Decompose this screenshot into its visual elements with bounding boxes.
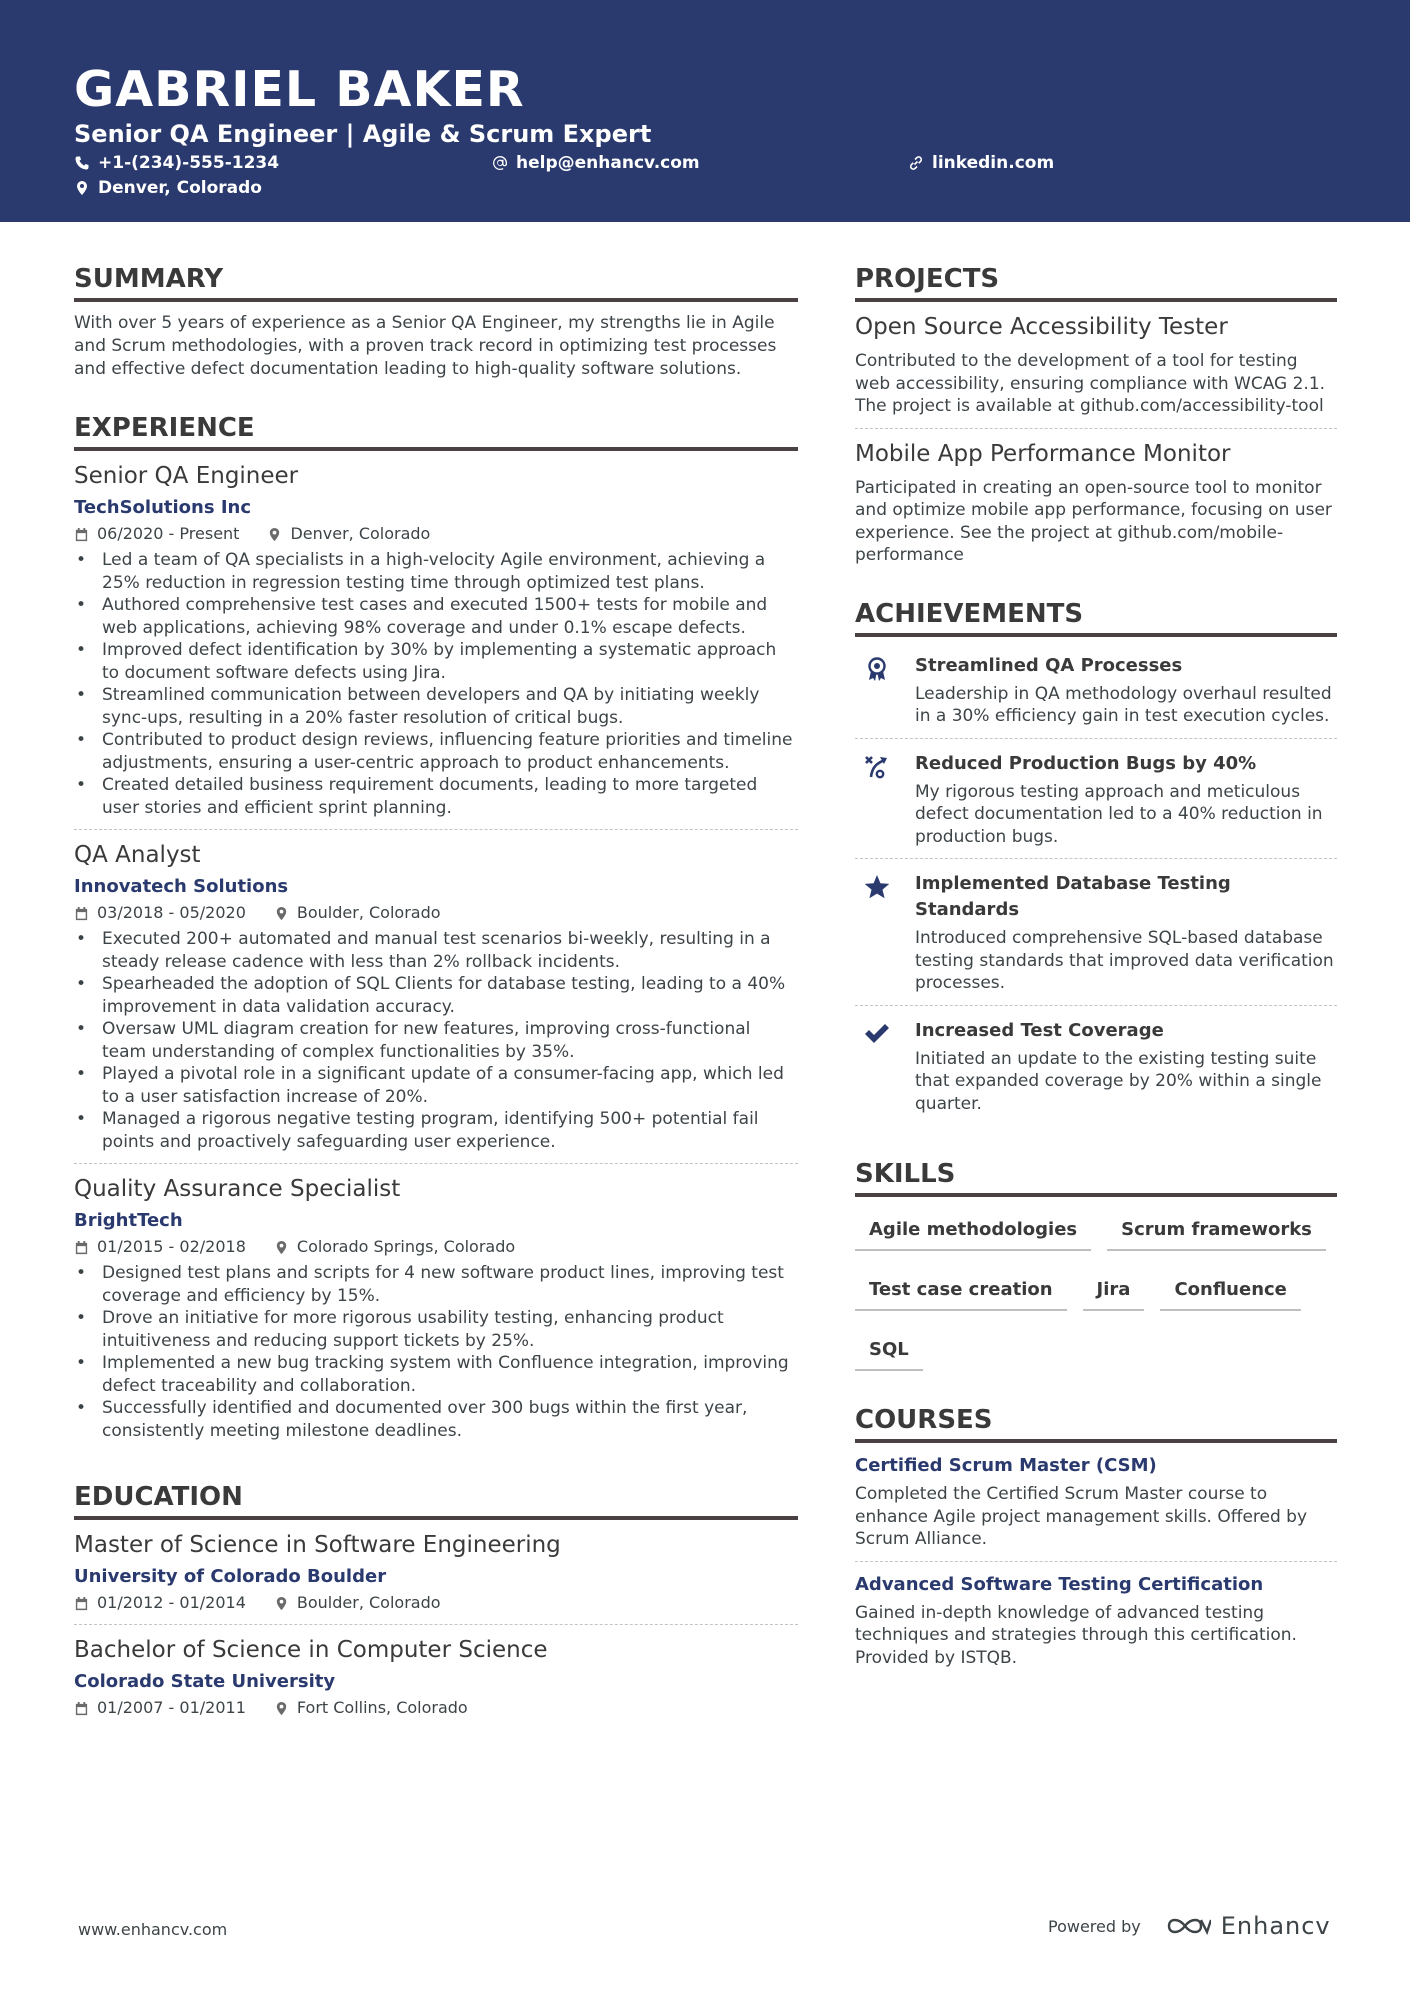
edu-dates: 01/2012 - 01/2014	[97, 1593, 246, 1612]
job-bullets	[74, 549, 798, 819]
brand-logo[interactable]	[1165, 1912, 1331, 1940]
bullet-item: • Created detailed business requirement documents, leading to more targeted user stories and efficient sprint planning.	[74, 774, 798, 819]
project-entry	[855, 312, 1337, 418]
bullet-item: • Authored comprehensive test cases and executed 1500+ tests for mobile and web applications, achieving 98% coverage and under 0.1% escape defects.	[74, 594, 798, 639]
bullet-item: • Spearheaded the adoption of SQL Clients for database testing, leading to a 40% improvement in data validation accuracy.	[74, 973, 798, 1018]
bullet-item: • Led a team of QA specialists in a high-velocity Agile environment, achieving a 25% reduction in regression testing time through optimized test plans.	[74, 549, 798, 594]
achievement-entry	[855, 647, 1337, 736]
bullet-item: • Oversaw UML diagram creation for new features, improving cross-functional team understanding of complex functionalities by 35%.	[74, 1018, 798, 1063]
contact-phone	[74, 152, 279, 174]
skills-heading: SKILLS	[855, 1157, 1337, 1197]
job-meta	[74, 902, 798, 924]
email-text[interactable]: help@enhancv.com	[516, 153, 700, 173]
skills-list	[855, 1207, 1337, 1371]
contact-location	[74, 177, 262, 199]
achievements-section	[855, 597, 1337, 1124]
candidate-name: GABRIEL BAKER	[74, 61, 525, 118]
location-pin-icon	[274, 906, 289, 921]
project-title: Open Source Accessibility Tester	[855, 314, 1228, 340]
skill-tag: Confluence	[1160, 1273, 1300, 1311]
edu-meta	[74, 1592, 798, 1614]
experience-heading: EXPERIENCE	[74, 411, 798, 451]
location-pin-icon	[274, 1240, 289, 1255]
education-entry	[74, 1635, 798, 1719]
at-icon	[492, 155, 508, 171]
achievement-entry	[855, 865, 1337, 1003]
bullet-item: • Played a pivotal role in a significant update of a consumer-facing app, which led to a user satisfaction increase of 20%.	[74, 1063, 798, 1108]
bullet-item: • Managed a rigorous negative testing program, identifying 500+ potential fail points and proactively safeguarding user experience.	[74, 1108, 798, 1153]
job-location: Denver, Colorado	[290, 524, 431, 543]
job-company: TechSolutions Inc	[74, 497, 252, 518]
checkmark-icon	[863, 1020, 891, 1048]
job-meta	[74, 1236, 798, 1258]
education-heading: EDUCATION	[74, 1480, 798, 1520]
edu-location: Boulder, Colorado	[296, 1593, 441, 1612]
contact-email	[492, 152, 700, 174]
edu-meta	[74, 1697, 798, 1719]
edu-degree: Master of Science in Software Engineering	[74, 1532, 561, 1558]
footer-website[interactable]: www.enhancv.com	[78, 1920, 228, 1939]
calendar-icon	[74, 1701, 89, 1716]
right-column	[855, 262, 1337, 1699]
divider	[855, 1005, 1337, 1006]
course-title: Advanced Software Testing Certification	[855, 1573, 1264, 1595]
project-description: Participated in creating an open-source tool to monitor and optimize mobile app performance, focusing on user experience. See the project at github.com/mobile-performance	[855, 477, 1332, 565]
edu-school: University of Colorado Boulder	[74, 1566, 387, 1587]
divider	[74, 1624, 798, 1625]
job-location: Boulder, Colorado	[296, 903, 441, 922]
edu-dates: 01/2007 - 01/2011	[97, 1698, 246, 1717]
edu-school: Colorado State University	[74, 1671, 336, 1692]
edu-location: Fort Collins, Colorado	[296, 1698, 468, 1717]
powered-by-label: Powered by	[1048, 1916, 1141, 1936]
course-description: Gained in-depth knowledge of advanced testing techniques and strategies through this certification. Provided by ISTQB.	[855, 1602, 1297, 1668]
achievement-description: Initiated an update to the existing testing suite that expanded coverage by 20% within a single quarter.	[915, 1048, 1322, 1114]
achievement-entry	[855, 1012, 1337, 1124]
location-pin-icon	[74, 180, 90, 196]
strategy-arrow-icon	[863, 753, 891, 781]
job-dates: 06/2020 - Present	[97, 524, 240, 543]
experience-entry	[74, 840, 798, 1153]
divider	[855, 1561, 1337, 1562]
skill-tag: SQL	[855, 1333, 923, 1371]
bullet-item: • Implemented a new bug tracking system with Confluence integration, improving defect traceability and collaboration.	[74, 1352, 798, 1397]
brand-name: Enhancv	[1220, 1912, 1331, 1940]
edu-degree: Bachelor of Science in Computer Science	[74, 1637, 548, 1663]
job-meta	[74, 523, 798, 545]
resume-header	[0, 0, 1410, 222]
course-description: Completed the Certified Scrum Master course to enhance Agile project management skills. Offered by Scrum Alliance.	[855, 1484, 1308, 1549]
achievement-title: Increased Test Coverage	[915, 1019, 1164, 1041]
project-title: Mobile App Performance Monitor	[855, 440, 1231, 467]
projects-heading: PROJECTS	[855, 262, 1337, 302]
bullet-item: • Drove an initiative for more rigorous usability testing, enhancing product intuitiveness and reducing support tickets by 25%.	[74, 1307, 798, 1352]
achievement-description: Introduced comprehensive SQL-based database testing standards that improved data verification processes.	[915, 928, 1334, 993]
bullet-item: • Designed test plans and scripts for 4 new software product lines, improving test coverage and efficiency by 15%.	[74, 1262, 798, 1307]
achievement-description: Leadership in QA methodology overhaul resulted in a 30% efficiency gain in test execution cycles.	[915, 683, 1332, 726]
achievement-title: Reduced Production Bugs by 40%	[915, 752, 1257, 774]
link-icon	[908, 155, 924, 171]
course-entry	[855, 1453, 1337, 1551]
divider	[855, 428, 1337, 429]
star-icon	[863, 873, 891, 901]
bullet-item: • Successfully identified and documented over 300 bugs within the first year, consistently meeting milestone deadlines.	[74, 1397, 798, 1442]
job-dates: 03/2018 - 05/2020	[97, 903, 246, 922]
calendar-icon	[74, 527, 89, 542]
calendar-icon	[74, 1596, 89, 1611]
job-company: Innovatech Solutions	[74, 876, 289, 897]
skill-tag: Test case creation	[855, 1273, 1067, 1311]
bullet-item: • Contributed to product design reviews, influencing feature priorities and timeline adjustments, ensuring a user-centric approach to product enhancements.	[74, 729, 798, 774]
achievement-entry	[855, 745, 1337, 857]
divider	[74, 829, 798, 830]
job-company: BrightTech	[74, 1210, 183, 1231]
candidate-title: Senior QA Engineer | Agile & Scrum Expert	[74, 120, 652, 148]
linkedin-text[interactable]: linkedin.com	[932, 153, 1055, 173]
location-pin-icon	[267, 527, 282, 542]
summary-text: With over 5 years of experience as a Senior QA Engineer, my strengths lie in Agile and Scrum methodologies, with a proven track record in optimizing test processes and effective defect documentation leading to high-quality software solutions.	[74, 313, 777, 379]
experience-section	[74, 411, 798, 1442]
summary-heading: SUMMARY	[74, 262, 798, 302]
location-pin-icon	[274, 1596, 289, 1611]
education-entry	[74, 1530, 798, 1614]
summary-section	[74, 262, 798, 381]
calendar-icon	[74, 1240, 89, 1255]
location-text: Denver, Colorado	[98, 178, 262, 198]
skill-tag: Jira	[1083, 1273, 1145, 1311]
courses-section	[855, 1403, 1337, 1669]
project-description: Contributed to the development of a tool for testing web accessibility, ensuring compliance with WCAG 2.1. The project is available at github.com/accessibility-tool	[855, 351, 1326, 416]
skill-tag: Agile methodologies	[855, 1213, 1091, 1251]
divider	[855, 858, 1337, 859]
job-bullets	[74, 928, 798, 1153]
course-entry	[855, 1572, 1337, 1670]
job-role: QA Analyst	[74, 842, 201, 868]
footer-powered	[1048, 1912, 1331, 1940]
bullet-item: • Executed 200+ automated and manual test scenarios bi-weekly, resulting in a steady release cadence with less than 2% rollback incidents.	[74, 928, 798, 973]
bullet-item: • Streamlined communication between developers and QA by initiating weekly sync-ups, resulting in a 20% faster resolution of critical bugs.	[74, 684, 798, 729]
bullet-item: • Improved defect identification by 30% by implementing a systematic approach to document software defects using Jira.	[74, 639, 798, 684]
calendar-icon	[74, 906, 89, 921]
left-column	[74, 262, 798, 1749]
projects-section	[855, 262, 1337, 567]
job-location: Colorado Springs, Colorado	[296, 1237, 516, 1256]
job-role: Senior QA Engineer	[74, 463, 299, 489]
courses-heading: COURSES	[855, 1403, 1337, 1443]
achievements-heading: ACHIEVEMENTS	[855, 597, 1337, 637]
enhancv-logo-icon	[1165, 1914, 1211, 1938]
project-entry	[855, 439, 1337, 567]
achievement-title: Implemented Database Testing Standards	[915, 873, 1231, 920]
skill-tag: Scrum frameworks	[1107, 1213, 1326, 1251]
location-pin-icon	[274, 1701, 289, 1716]
divider	[74, 1163, 798, 1164]
skills-section	[855, 1157, 1337, 1371]
experience-entry	[74, 1174, 798, 1442]
course-title: Certified Scrum Master (CSM)	[855, 1455, 1157, 1476]
achievement-description: My rigorous testing approach and meticulous defect documentation led to a 40% reduction in production bugs.	[915, 781, 1323, 847]
job-role: Quality Assurance Specialist	[74, 1176, 401, 1202]
contact-linkedin	[908, 152, 1054, 174]
divider	[855, 738, 1337, 739]
experience-entry	[74, 461, 798, 819]
job-dates: 01/2015 - 02/2018	[97, 1237, 246, 1256]
education-section	[74, 1480, 798, 1719]
phone-text[interactable]: +1-(234)-555-1234	[98, 153, 280, 173]
job-bullets	[74, 1262, 798, 1442]
achievement-title: Streamlined QA Processes	[915, 654, 1183, 676]
phone-icon	[74, 155, 90, 171]
award-ribbon-icon	[863, 655, 891, 683]
